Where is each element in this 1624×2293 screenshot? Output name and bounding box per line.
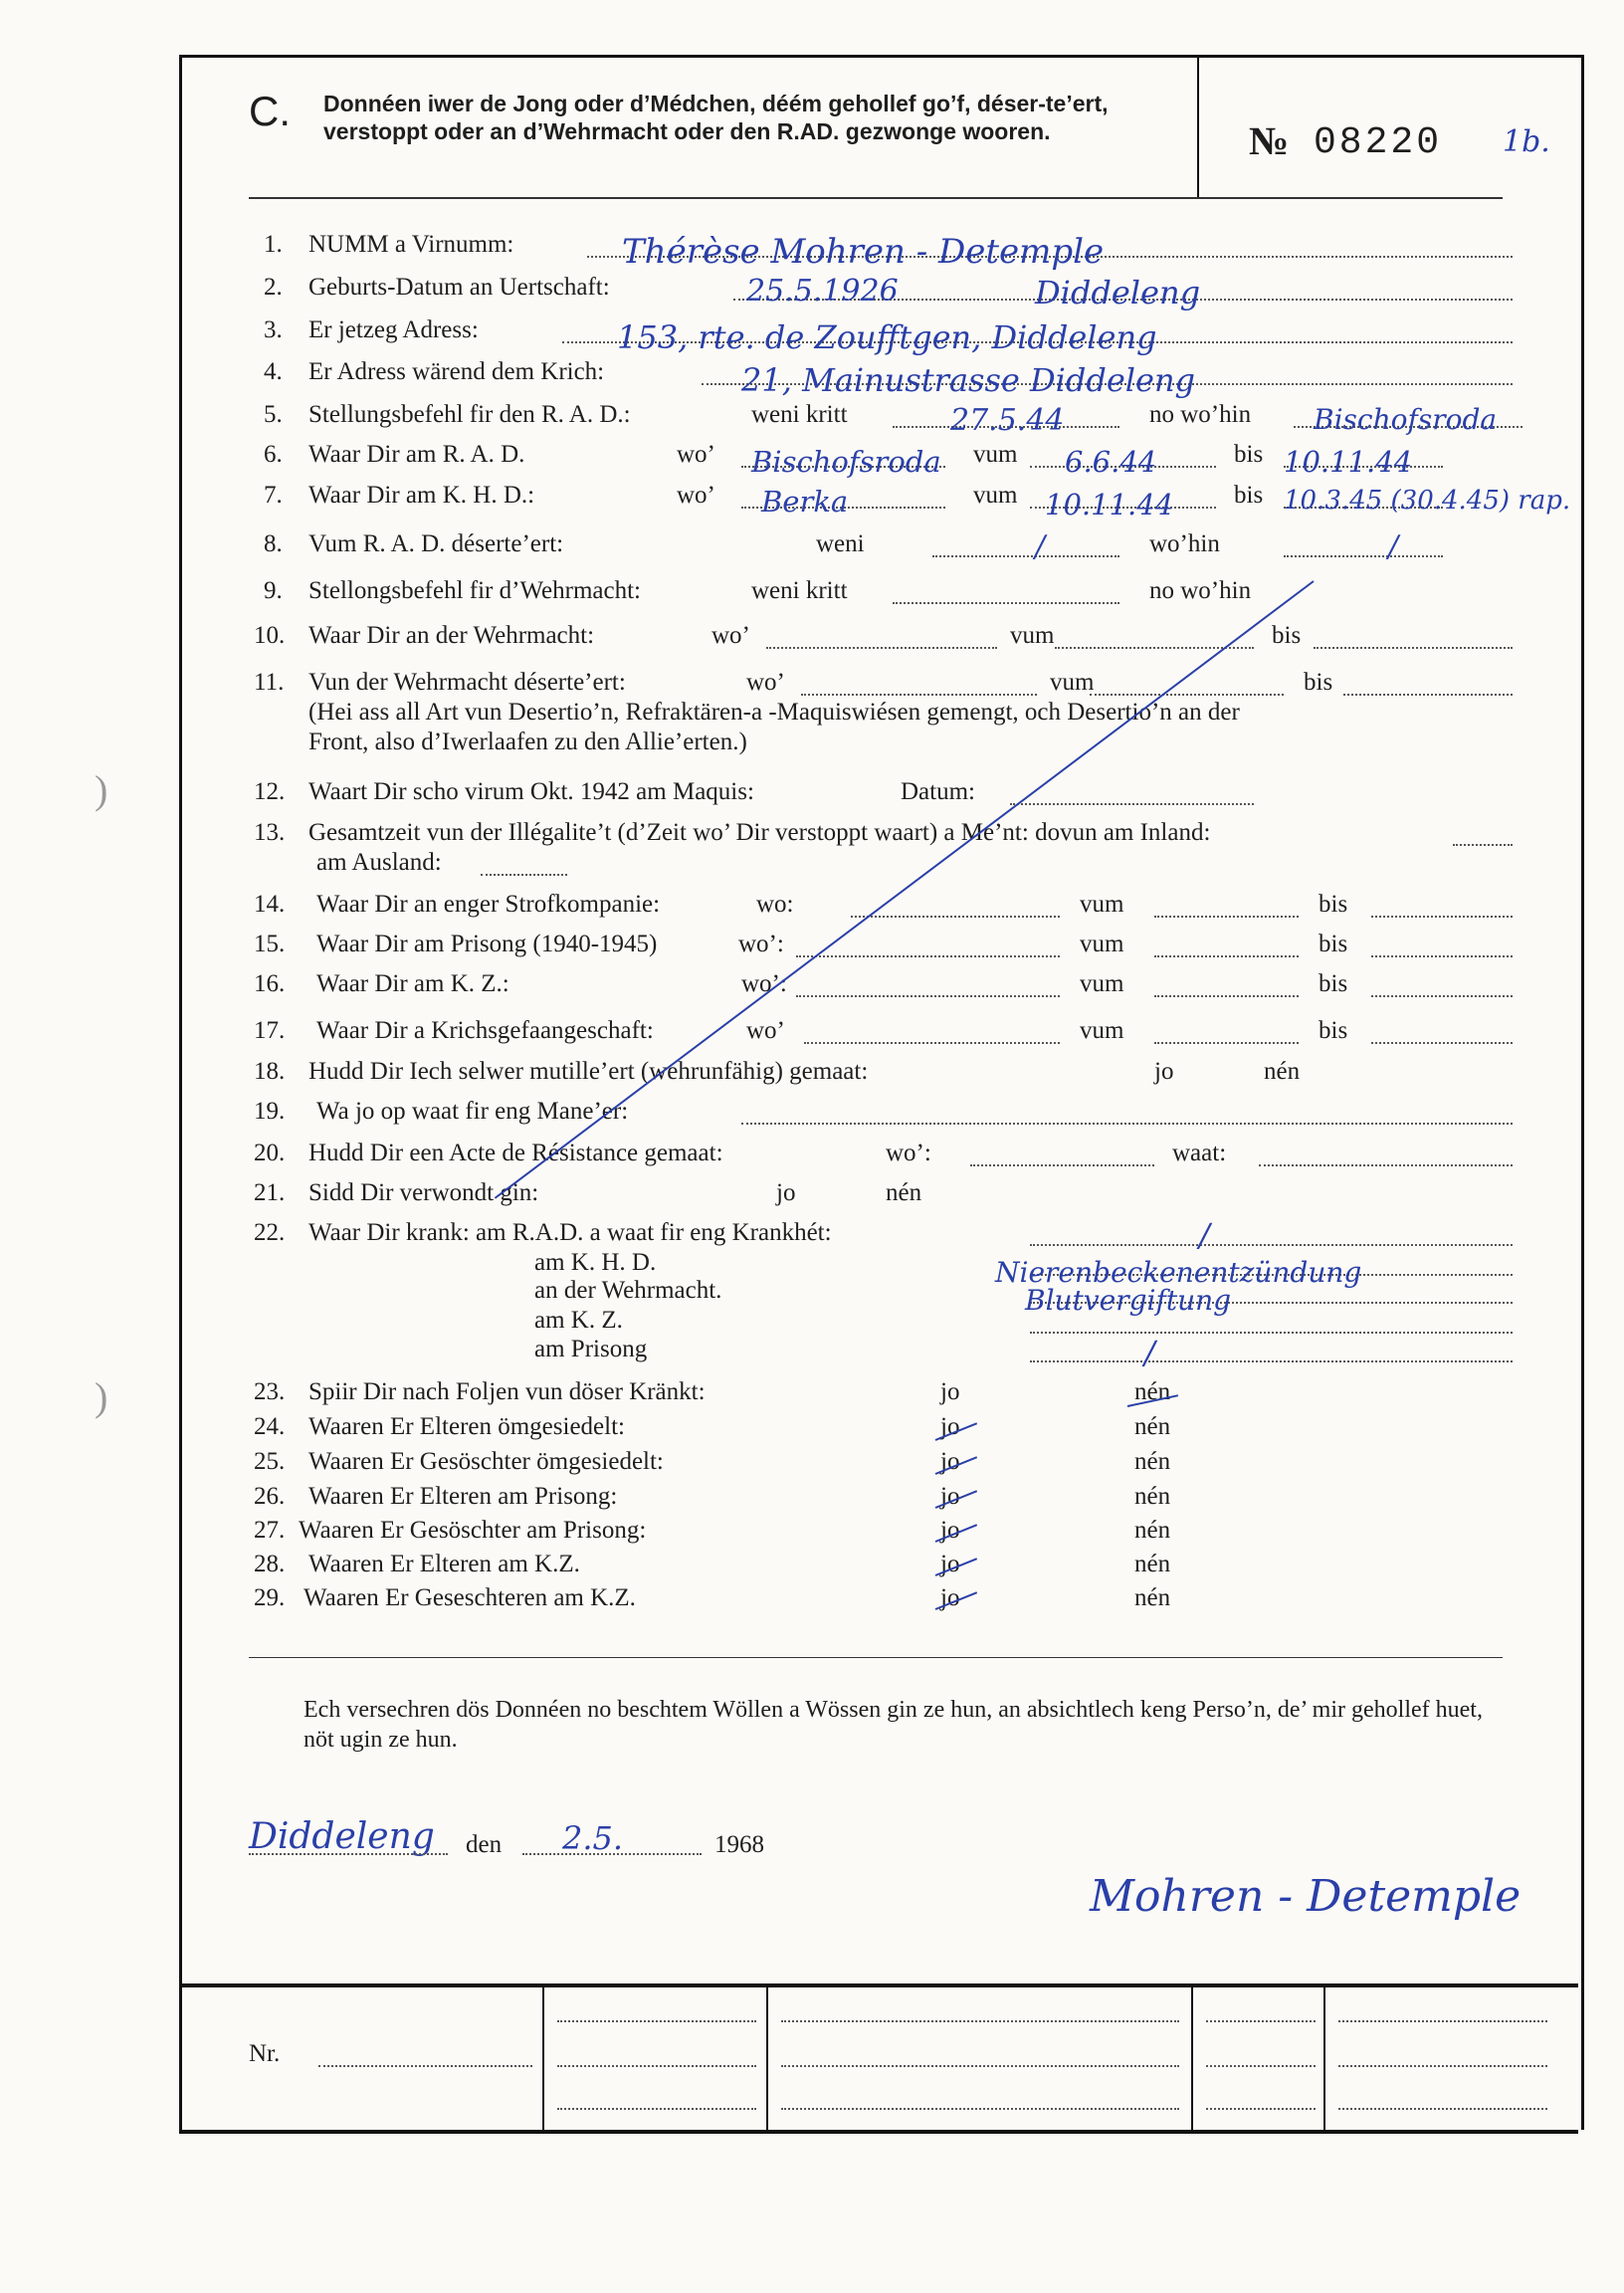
hw-rad-order-dest: Bischofsroda — [1314, 403, 1498, 436]
line-number: 23. — [254, 1378, 286, 1405]
line-label: Waar Dir am K. Z.: — [316, 970, 509, 997]
line-number: 26. — [254, 1483, 286, 1510]
line-field-label: bis — [1319, 1017, 1348, 1044]
hw-war-address: 21, Mainustrasse Diddeleng — [741, 361, 1196, 399]
line-number: 18. — [254, 1058, 286, 1085]
grid-col-4 — [1323, 1987, 1325, 2130]
hw-place-signed: Diddeleng — [249, 1816, 435, 1857]
line-number: 10. — [254, 622, 286, 649]
line-field-label: jo — [940, 1378, 960, 1405]
grid-dots-c2 — [1206, 2065, 1316, 2067]
line-field-label: bis — [1234, 441, 1264, 468]
line-field-label: wo: — [756, 891, 794, 918]
fill-line — [1314, 647, 1513, 649]
den-label: den — [466, 1831, 503, 1858]
hw-illness-line1: Nierenbeckenentzündung — [995, 1256, 1362, 1289]
line-field-label: nén — [886, 1179, 922, 1206]
line-field-label: nén — [1134, 1448, 1171, 1475]
line-field-label: wo’: — [741, 970, 787, 997]
line-number: 13. — [254, 819, 286, 846]
line-label: Waar Dir an enger Strofkompanie: — [316, 891, 661, 918]
declaration-text: Ech versechren dös Donnéen no beschtem Wöllen a Wössen gin ze hun, an absichtlech keng Perso’n, de’ mir gehollef huet, nöt ugin ze hun. — [304, 1697, 1483, 1753]
line-field-label: vum — [1080, 931, 1124, 957]
line-field-label: vum — [1080, 1017, 1124, 1044]
line-field-label: weni kritt — [751, 401, 848, 428]
line-number: 1. — [264, 231, 283, 258]
line-field-label: weni — [816, 530, 865, 557]
hw-khd-from: 10.11.44 — [1045, 488, 1174, 521]
hw-signature: Mohren - Detemple — [1090, 1871, 1522, 1922]
fill-line — [1154, 1042, 1299, 1044]
hw-rad-desert-where: / — [1388, 529, 1399, 564]
nr-dots — [318, 2065, 532, 2067]
hw-khd-to: 10.3.45 (30.4.45) rap. — [1284, 486, 1571, 516]
line-number: 6. — [264, 441, 283, 468]
line-field-label: weni kritt — [751, 577, 848, 604]
line-label: Waaren Er Geseschteren am K.Z. — [304, 1584, 636, 1611]
line-field-label: nén — [1134, 1551, 1171, 1577]
fill-line — [893, 602, 1119, 604]
fill-line — [1371, 995, 1513, 997]
grid-dots-b3 — [781, 2108, 1179, 2110]
hw-illness-tick: / — [1199, 1216, 1210, 1254]
line-number: 11. — [254, 669, 285, 696]
date-dots — [522, 1853, 702, 1855]
grid-dots-c3 — [1206, 2108, 1316, 2110]
grid-col-1 — [542, 1987, 544, 2130]
line-number: 17. — [254, 1017, 286, 1044]
fill-line — [801, 694, 1037, 696]
line-label: Waar Dir am K. H. D.: — [308, 482, 535, 509]
line-label: Waar Dir an der Wehrmacht: — [308, 622, 595, 649]
grid-dots-b1 — [781, 2020, 1179, 2022]
line-label: Hudd Dir een Acte de Résistance gemaat: — [308, 1140, 723, 1166]
line-label: Waaren Er Elteren ömgesiedelt: — [308, 1413, 625, 1440]
line-number: 5. — [264, 401, 283, 428]
line-number: 19. — [254, 1098, 286, 1125]
line-label: Waaren Er Gesöschter am Prisong: — [299, 1517, 647, 1544]
line-label: Spiir Dir nach Foljen vun döser Kränkt: — [308, 1378, 706, 1405]
line-field-label: jo — [940, 1551, 960, 1577]
line-number: 24. — [254, 1413, 286, 1440]
line-field-label: wo’hin — [1149, 530, 1220, 557]
year-label: 1968 — [714, 1831, 764, 1858]
line-label: Geburts-Datum an Uertschaft: — [308, 274, 610, 301]
grid-dots-a3 — [557, 2108, 756, 2110]
line-number: 14. — [254, 891, 286, 918]
fill-line — [766, 647, 997, 649]
line-label: Vum R. A. D. déserte’ert: — [308, 530, 564, 557]
line-field-label: waat: — [1172, 1140, 1227, 1166]
line-field-label: wo’ — [711, 622, 750, 649]
line-label: Waar Dir krank: am R.A.D. a waat fir eng Krankhét: — [308, 1219, 832, 1246]
fill-line — [1371, 955, 1513, 957]
line-number: 29. — [254, 1584, 286, 1611]
fill-line — [1010, 803, 1254, 805]
line-number: 4. — [264, 358, 283, 385]
line-field-label: wo’: — [738, 931, 784, 957]
line-number: 12. — [254, 778, 286, 805]
fill-line — [1154, 916, 1299, 918]
line-field-label: wo’ — [677, 482, 715, 509]
line-field-label: vum — [1010, 622, 1055, 649]
fill-line — [1030, 1360, 1513, 1362]
line-label: Sidd Dir verwondt gin: — [308, 1179, 539, 1206]
hw-illness-line2: Blutvergiftung — [1025, 1284, 1232, 1317]
line-field-label: bis — [1272, 622, 1302, 649]
line-field-label: wo’ — [746, 669, 785, 696]
fill-line — [804, 1042, 1060, 1044]
line-label: Waar Dir a Krichsgefaangeschaft: — [316, 1017, 654, 1044]
fill-line — [1030, 1244, 1513, 1246]
fill-line — [481, 874, 567, 876]
hw-rad-desert-when: / — [1035, 529, 1046, 564]
line-label: Hudd Dir Iech selwer mutille’ert (wehrunfähig) gemaat: — [308, 1058, 869, 1085]
line-label: Front, also d’Iwerlaafen zu den Allie’erten.) — [308, 729, 747, 755]
line-label: Waar Dir am R. A. D. — [308, 441, 525, 468]
line-field-label: bis — [1319, 970, 1348, 997]
fill-line — [796, 995, 1060, 997]
line-field-label: jo — [940, 1483, 960, 1510]
line-field-label: nén — [1134, 1378, 1171, 1405]
line-label: am Ausland: — [316, 849, 442, 876]
line-number: 22. — [254, 1219, 286, 1246]
grid-dots-a2 — [557, 2065, 756, 2067]
line-field-label: bis — [1319, 891, 1348, 918]
line-field-label: no wo’hin — [1149, 577, 1252, 604]
section-heading: Donnéen iwer de Jong oder d’Médchen, déém gehollef go’f, déser-te’ert, verstoppt oder an d’Wehrmacht oder den R.AD. gezwonge wooren. — [323, 91, 1109, 144]
hw-current-address: 153, rte. de Zoufftgen, Diddeleng — [617, 318, 1157, 356]
line-field-label: jo — [776, 1179, 796, 1206]
margin-paren-1: ) — [95, 767, 108, 812]
line-label: am Prisong — [534, 1336, 648, 1362]
line-label: Vun der Wehrmacht déserte’ert: — [308, 669, 626, 696]
line-label: Stellungsbefehl fir den R. A. D.: — [308, 401, 631, 428]
number-box-divider — [1197, 58, 1199, 197]
grid-dots-b2 — [781, 2065, 1179, 2067]
line-number: 28. — [254, 1551, 286, 1577]
fill-line — [1284, 555, 1443, 557]
line-number: 9. — [264, 577, 283, 604]
grid-dots-d3 — [1338, 2108, 1547, 2110]
fill-line — [1371, 1042, 1513, 1044]
line-field-label: wo’: — [886, 1140, 931, 1166]
hw-rad-order-date: 27.5.44 — [950, 403, 1065, 438]
line-field-label: vum — [1080, 891, 1124, 918]
line-field-label: nén — [1264, 1058, 1301, 1085]
line-number: 25. — [254, 1448, 286, 1475]
line-field-label: nén — [1134, 1517, 1171, 1544]
line-number: 21. — [254, 1179, 286, 1206]
fill-line — [1453, 844, 1513, 846]
margin-mark: 1b. — [1503, 124, 1550, 159]
fill-line — [1259, 1164, 1513, 1166]
hw-birth-place: Diddeleng — [1035, 274, 1201, 312]
line-field-label: jo — [940, 1517, 960, 1544]
line-number: 2. — [264, 274, 283, 301]
grid-col-2 — [766, 1987, 768, 2130]
line-label: Waar Dir am Prisong (1940-1945) — [316, 931, 658, 957]
hw-date-signed: 2.5. — [562, 1819, 624, 1857]
fill-line — [932, 555, 1119, 557]
line-field-label: bis — [1234, 482, 1264, 509]
line-field-label: jo — [1154, 1058, 1174, 1085]
line-field-label: wo’ — [746, 1017, 785, 1044]
grid-col-3 — [1191, 1987, 1193, 2130]
hw-illness-tick-2: / — [1144, 1334, 1155, 1371]
fill-line — [796, 955, 1060, 957]
line-number: 20. — [254, 1140, 286, 1166]
line-field-label: vum — [1080, 970, 1124, 997]
line-label: am K. Z. — [534, 1307, 623, 1334]
line-field-label: vum — [973, 482, 1018, 509]
fill-line — [1090, 694, 1284, 696]
line-field-label: nén — [1134, 1413, 1171, 1440]
grid-dots-d2 — [1338, 2065, 1547, 2067]
line-label: Stellongsbefehl fir d’Wehrmacht: — [308, 577, 641, 604]
nr-label: Nr. — [249, 2040, 281, 2067]
line-label: an der Wehrmacht. — [534, 1277, 722, 1304]
registration-grid — [179, 1983, 1578, 2134]
line-field-label: jo — [940, 1448, 960, 1475]
hw-name: Thérèse Mohren - Detemple — [622, 232, 1105, 272]
fill-line — [741, 1123, 1513, 1125]
section-letter: C. — [249, 88, 291, 134]
hw-khd-where: Berka — [761, 485, 849, 519]
line-label: NUMM a Virnumm: — [308, 231, 514, 258]
line-label: Er jetzeg Adress: — [308, 316, 479, 343]
hw-rad-where: Bischofsroda — [751, 445, 941, 479]
top-divider — [249, 197, 1503, 199]
line-number: 3. — [264, 316, 283, 343]
hw-rad-to: 10.11.44 — [1284, 445, 1413, 479]
line-field-label: vum — [1050, 669, 1095, 696]
line-label: Wa jo op waat fir eng Mane’er: — [316, 1098, 629, 1125]
grid-dots-a1 — [557, 2020, 756, 2022]
line-label: Waaren Er Gesöschter ömgesiedelt: — [308, 1448, 664, 1475]
line-label: Waaren Er Elteren am K.Z. — [308, 1551, 580, 1577]
fill-line — [970, 1164, 1154, 1166]
line-field-label: jo — [940, 1584, 960, 1611]
line-field-label: bis — [1319, 931, 1348, 957]
line-label: Er Adress wärend dem Krich: — [308, 358, 605, 385]
fill-line — [1371, 916, 1513, 918]
line-number: 8. — [264, 530, 283, 557]
line-field-label: no wo’hin — [1149, 401, 1252, 428]
hw-birth-date: 25.5.1926 — [746, 274, 899, 309]
hw-rad-from: 6.6.44 — [1065, 445, 1157, 479]
line-label: am K. H. D. — [534, 1249, 657, 1276]
fill-line — [1154, 995, 1299, 997]
fill-line — [1154, 955, 1299, 957]
fill-line — [1030, 1332, 1513, 1334]
line-number: 7. — [264, 482, 283, 509]
grid-dots-d1 — [1338, 2020, 1547, 2022]
line-field-label: nén — [1134, 1584, 1171, 1611]
fill-line — [1343, 694, 1513, 696]
line-field-label: Datum: — [901, 778, 975, 805]
line-label: (Hei ass all Art vun Desertio’n, Refraktären-a -Maquiswiésen gemengt, och Desertio’n an der — [308, 699, 1240, 726]
form-number: 08220 — [1314, 121, 1443, 164]
line-label: Gesamtzeit vun der Illégalite’t (d’Zeit wo’ Dir verstoppt waart) a Me’nt: dovun am Inland: — [308, 819, 1211, 846]
line-label: Waart Dir scho virum Okt. 1942 am Maquis: — [308, 778, 754, 805]
line-number: 16. — [254, 970, 286, 997]
line-label: Waaren Er Elteren am Prisong: — [308, 1483, 618, 1510]
line-number: 27. — [254, 1517, 286, 1544]
line-field-label: jo — [940, 1413, 960, 1440]
line-field-label: bis — [1304, 669, 1333, 696]
line-field-label: wo’ — [677, 441, 715, 468]
line-field-label: vum — [973, 441, 1018, 468]
place-dots — [249, 1853, 448, 1855]
line-field-label: nén — [1134, 1483, 1171, 1510]
bottom-divider — [249, 1657, 1503, 1658]
grid-dots-c1 — [1206, 2020, 1316, 2022]
line-number: 15. — [254, 931, 286, 957]
margin-paren-2: ) — [95, 1374, 108, 1419]
fill-line — [851, 916, 1060, 918]
number-sign: № — [1249, 118, 1290, 163]
